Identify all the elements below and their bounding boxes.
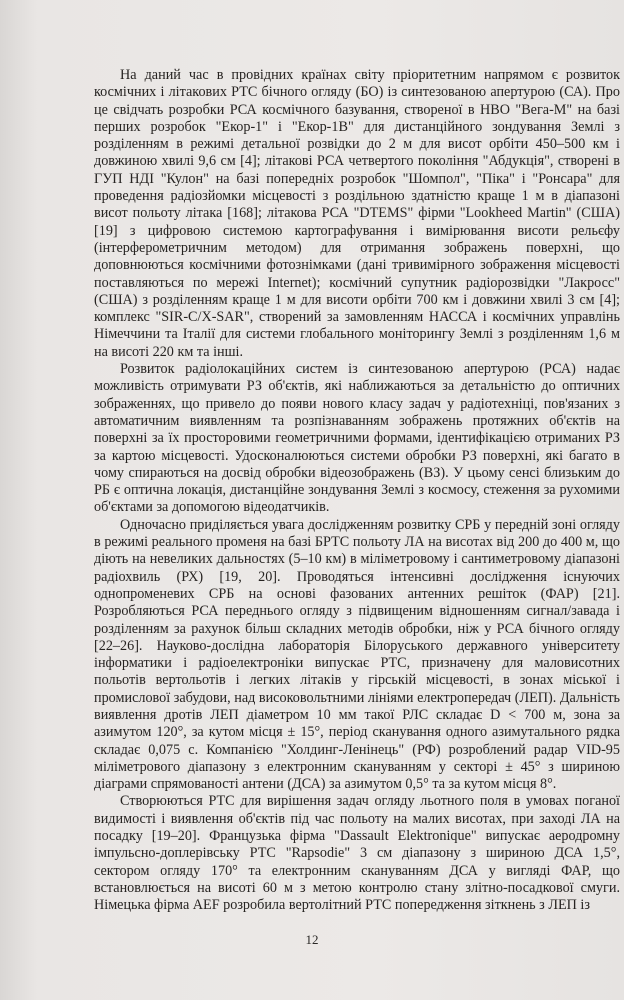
body-text bbox=[94, 67, 620, 915]
paragraph-3: Одночасно приділяється увага дослідженням розвитку СРБ у передній зоні огляду в режимі реального променя на базі БРТС польоту ЛА на висотах від 200 до 400 м, що діють на невеликих дальностях (5–10 км) в міліметровому і сантиметровому діапазоні радіохвиль (РХ) [19, 20]. Проводяться інтенсивні дослідження існуючих однопроменевих СРБ на основі фазованих антенних решіток (ФАР) [21]. Розробляються РСА переднього огляду з підвищеним відношенням сигнал/завада і розділенням за рахунок більш складних методів обробки, ніж у РСА бічного огляду [22–26]. Науково-дослідна лабораторія Білоруського державного університету інформатики і радіоелектроніки випускає РТС, призначену для маловисотних польотів вертольотів і легких літаків у гірській місцевості, в зонах міської і промислової забудови, над високовольтними лініями електропередач (ЛЕП). Дальність виявлення дротів ЛЕП діаметром 10 мм такої РЛС складає D < 700 м, зона за азимутом 120°, за кутом місця ± 15°, період сканування одного азимутального рядка складає 0,075 с. Компанією "Холдинг-Ленінець" (РФ) розроблений радар VID-95 міліметрового діапазону з електронним скануванням у секторі ± 45° з шириною діаграми спрямованості антени (ДСА) за азимутом 0,5° та за кутом місця 8°. bbox=[94, 516, 620, 793]
page-number: 12 bbox=[305, 932, 319, 947]
paragraph-4: Створюються РТС для вирішення задач огляду льотного поля в умовах поганої видимості і виявлення об'єктів під час польоту на малих висотах, при заході ЛА на посадку [19–20]. Французька фірма "Dassault Elektronique" випускає аеродромну імпульсно-доплерівську РТС "Rapsodie" 3 см діапазону з шириною ДСА 1,5°, сектором огляду 170° та електронним скануванням ДСА у вигляді ФАР, що встановлюється на висоті 60 м з метою контролю стану злітно-посадкової смуги. Німецька фірма AEF розробила вертолітний РТС попередження зіткнень з ЛЕП із bbox=[94, 793, 620, 914]
paragraph-1: На даний час в провідних країнах світу пріоритетним напрямом є розвиток космічних і літакових РТС бічного огляду (БО) із синтезованою апертурою (СА). Про це свідчать розробки РСА космічного базування, створеної в НВО "Вега-М" на базі перших розробок "Екор-1" і "Екор-1В" для дистанційного зондування Землі з розділенням в режимі детальної розвідки до 2 м для висот орбіти 450–500 км і довжиною хвилі 9,6 см [4]; літакові РСА четвертого покоління "Абдукція", створені в ГУП НДІ "Кулон" на базі попередніх розробок "Шомпол", "Піка" і "Ронсара" для проведення радіозйомки місцевості з роздільною здатністю краще 1 м в діапазоні висот польоту літака [168]; літакова РСА "DTEMS" фірми "Lookheed Martin" (США) [19] з цифровою системою картографування і вимірювання висоти рельєфу (інтерферометричним методом) для отримання зображень поверхні, що доповнюються космічними фотознімками (дані тривимірного зображення місцевості поставляються по мережі Internet); космічний супутник радіорозвідки "Лакросс" (США) з розділенням краще 1 м для висоти орбіти 700 км і довжини хвилі 3 см [4]; комплекс "SIR-C/X-SAR", створений за замовленням НАССА і космічних управлінь Німеччини та Італії для системи глобального моніторингу Землі з розділенням 1,6 м на висоті 220 км та інші. bbox=[94, 67, 620, 360]
paragraph-2: Розвиток радіолокаційних систем із синтезованою апертурою (РСА) надає можливість отримувати РЗ об'єктів, які наближаються за детальністю до оптичних зображеннях, що привело до появи нового класу задач у радіотехніці, пов'язаних з автоматичним виявленням та розпізнаванням зображень протяжних об'єктів на поверхні за їх просторовими геометричними формами, ідентифікацією отриманих РЗ за картою місцевості. Удосконалюються системи обробки РЗ поверхні, які багато в чому спираються на досвід обробки відеозображень (ВЗ). У цьому сенсі близьким до РБ є оптична локація, дистанційне зондування Землі з космосу, стеження за рухомими об'єктами за допомогою відеодатчиків. bbox=[94, 361, 620, 516]
